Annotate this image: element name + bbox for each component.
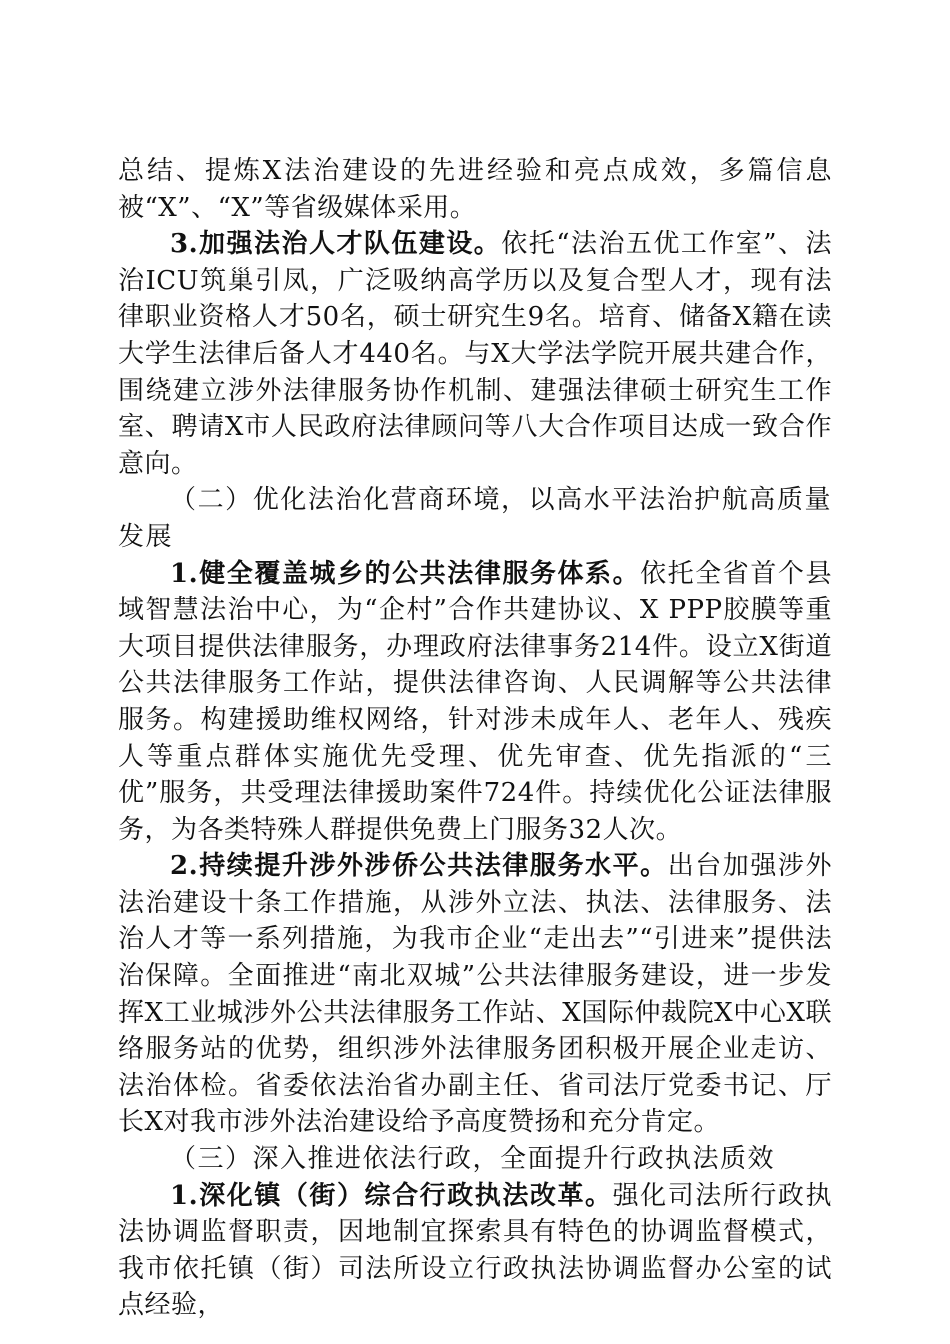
paragraph-enforcement-reform: [118, 1178, 832, 1324]
section-heading-text: （三）深入推进依法行政，全面提升行政执法质效: [170, 1144, 776, 1175]
paragraph-text: 依托“法治五优工作室”、法治ICU筑巢引凤，广泛吸纳高学历以及复合型人才，现有法律职业资格人才50名，硕士研究生9名。培育、储备X籍在读大学生法律后备人才440名。与X大学法学院开展共建合作，围绕建立涉外法律服务协作机制、建强法律硕士研究生工作室、聘请X市人民政府法律顾问等八大合作项目达成一致合作意向。: [118, 229, 832, 479]
paragraph-public-legal-service: [118, 556, 832, 849]
paragraph-lead: 1.健全覆盖城乡的公共法律服务体系。: [170, 558, 641, 589]
paragraph-foreign-legal-service: [118, 848, 832, 1141]
paragraph-lead: 1.深化镇（街）综合行政执法改革。: [170, 1180, 613, 1211]
paragraph-talent-building: [118, 226, 832, 482]
paragraph-lead: 3.加强法治人才队伍建设。: [170, 229, 502, 260]
paragraph-text: 强化司法所行政执法协调监督职责，因地制宜探索具有特色的协调监督模式，我市依托镇（街）司法所设立行政执法协调监督办公室的试点经验，: [118, 1180, 832, 1321]
paragraph-text: 出台加强涉外法治建设十条工作措施，从涉外立法、执法、法律服务、法治人才等一系列措施，为我市企业“走出去”“引进来”提供法治保障。全面推进“南北双城”公共法律服务建设，进一步发挥X工业城涉外公共法律服务工作站、X国际仲裁院X中心X联络服务站的优势，组织涉外法律服务团积极开展企业走访、法治体检。省委依法治省办副主任、省司法厅党委书记、厅长X对我市涉外法治建设给予高度赞扬和充分肯定。: [118, 851, 832, 1138]
section-heading-3: [118, 1141, 832, 1178]
section-heading-2: [118, 482, 832, 555]
paragraph-text: 总结、提炼X法治建设的先进经验和亮点成效，多篇信息被“X”、“X”等省级媒体采用。: [118, 156, 832, 223]
section-heading-text: （二）优化法治化营商环境，以高水平法治护航高质量发展: [118, 485, 832, 552]
document-page: [118, 153, 832, 1324]
paragraph-continuation: [118, 153, 832, 226]
paragraph-text: 依托全省首个县域智慧法治中心，为“企村”合作共建协议、X PPP胶膜等重大项目提供法律服务，办理政府法律事务214件。设立X街道公共法律服务工作站，提供法律咨询、人民调解等公共法律服务。构建援助维权网络，针对涉未成年人、老年人、残疾人等重点群体实施优先受理、优先审查、优先指派的“三优”服务，共受理法律援助案件724件。持续优化公证法律服务，为各类特殊人群提供免费上门服务32人次。: [118, 558, 832, 845]
paragraph-lead: 2.持续提升涉外涉侨公共法律服务水平。: [170, 851, 668, 882]
